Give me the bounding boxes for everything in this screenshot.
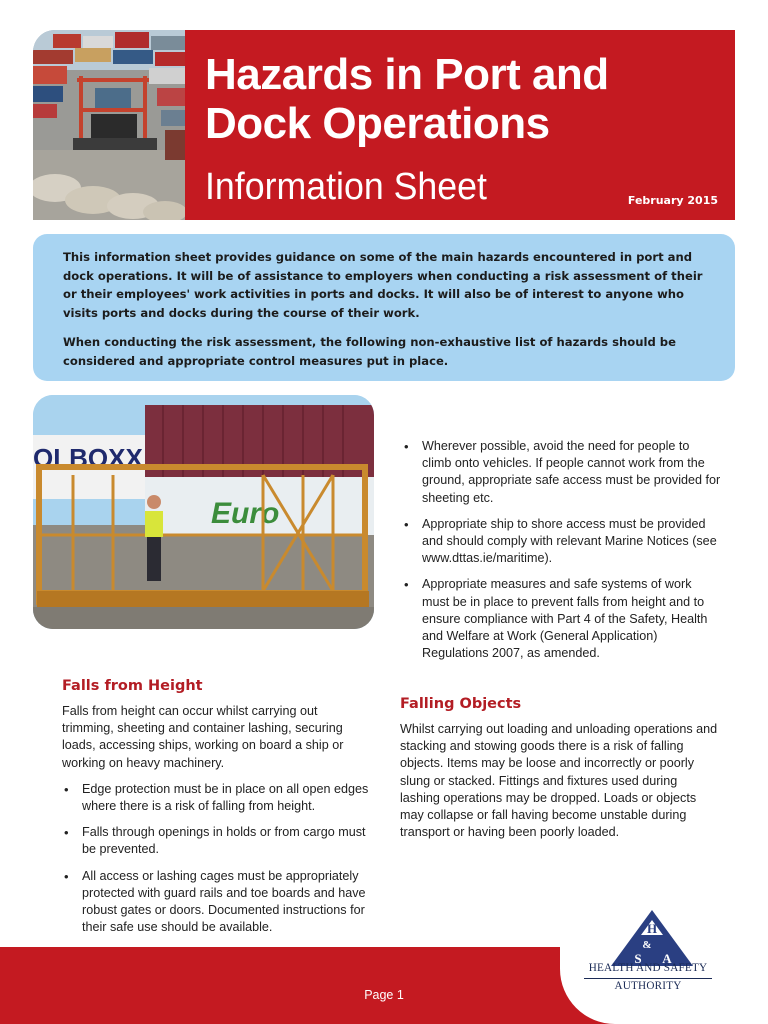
page-title: Hazards in Port and Dock Operations — [205, 50, 609, 148]
falls-bullets-continued — [402, 438, 722, 662]
list-item: • All access or lashing cages must be appropriately protected with guard rails and toe boards and have robust gates or doors. Documented instructions for their safe use should be available. — [62, 868, 372, 937]
intro-paragraph: When conducting the risk assessment, the following non-exhaustive list of hazards should be considered and appropriate control measures put in place. — [63, 335, 676, 368]
hsa-logo-triangle-icon — [611, 910, 693, 966]
falls-from-height-section — [62, 676, 372, 936]
intro-box — [33, 234, 735, 381]
publication-date: February 2015 — [627, 194, 718, 207]
list-item: • Wherever possible, avoid the need for people to climb onto vehicles. If people cannot work from the ground, appropriate safe access must be provided for sheeting etc. — [402, 438, 722, 507]
port-cranes-illustration — [33, 30, 185, 220]
page-number: Page 1 — [364, 988, 404, 1002]
logo-letter-s: S — [634, 951, 642, 966]
header-photo — [33, 30, 185, 220]
logo-divider — [584, 978, 712, 979]
falling-objects-section — [400, 694, 720, 841]
logo-letter-a: A — [662, 951, 672, 966]
falls-bullet-list — [62, 781, 372, 937]
list-item: • Appropriate measures and safe systems of work must be in place to prevent falls from height and to ensure compliance with Part 4 of the Safety, Health and Welfare at Work (General Application) Regulations 2007, as amended. — [402, 576, 722, 662]
container-text-euro: Euro — [211, 497, 280, 530]
falls-bullet-list-continued — [402, 438, 722, 662]
page-subtitle: Information Sheet — [205, 166, 487, 208]
lashing-cage-illustration — [33, 395, 374, 629]
falls-body: Falls from height can occur whilst carrying out trimming, sheeting and container lashing, securing loads, accessing ships, working on board a ship or working on heavy machinery. — [62, 704, 344, 770]
lashing-cage-photo — [33, 395, 374, 629]
logo-ampersand: & — [642, 939, 652, 951]
list-item: • Falls through openings in holds or from cargo must be prevented. — [62, 824, 372, 858]
logo-letter-h: H — [646, 921, 658, 936]
list-item: • Appropriate ship to shore access must be provided and should comply with relevant Marine Notices (see www.dttas.ie/maritime). — [402, 516, 722, 568]
logo-line-1: HEALTH AND SAFETY — [588, 962, 708, 974]
falling-objects-heading: Falling Objects — [400, 696, 522, 712]
container-text-olboxx: OLBOXX — [33, 443, 143, 473]
falls-heading: Falls from Height — [62, 678, 203, 694]
hsa-logo-text — [578, 962, 718, 993]
list-item: • Edge protection must be in place on all open edges where there is a risk of falling from height. — [62, 781, 372, 815]
logo-line-2: AUTHORITY — [614, 979, 682, 992]
intro-paragraph: This information sheet provides guidance on some of the main hazards encountered in port and dock operations. It will be of assistance to employers when conducting a risk assessment of their or their employees' work activities in ports and docks. It will also be of interest to anyone who visits ports and docks during the course of their work. — [63, 250, 703, 320]
falling-objects-body: Whilst carrying out loading and unloading operations and stacking and stowing goods there is a risk of falling objects. Items may be loose and incorrectly or poorly slung or stacked. Fittings and fixtures used during lashing operations may be dropped. Loads or objects may collapse or fall having become unstable during transport or having been poorly loaded. — [400, 722, 718, 840]
